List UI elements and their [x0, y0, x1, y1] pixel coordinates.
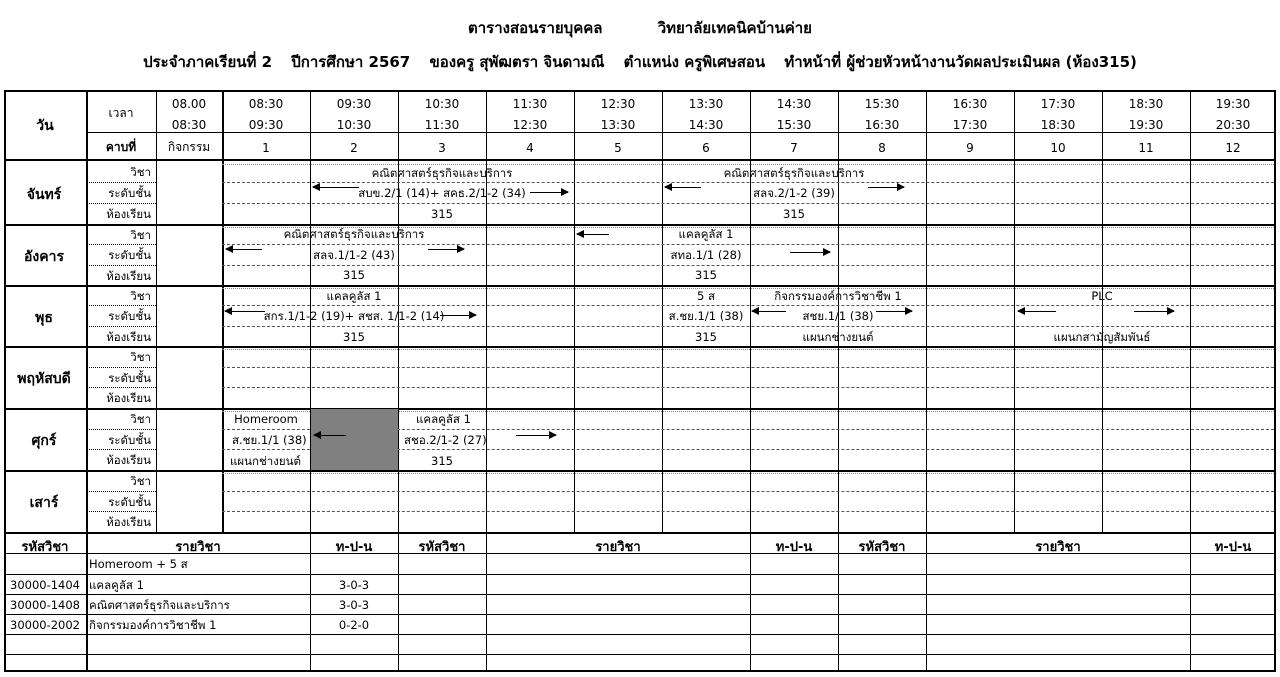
course-name: กิจกรรมองค์การวิชาชีพ 1	[89, 618, 217, 632]
col-name-3: รายวิชา	[1035, 540, 1081, 555]
sub-row-line	[222, 473, 1274, 474]
title-text: ตารางสอนรายบุคคล	[468, 19, 603, 37]
arrow-right-icon	[428, 249, 464, 250]
wed-d-room: แผนกสามัญสัมพันธ์	[1053, 330, 1151, 344]
wed-b-level: ส.ชย.1/1 (38)	[668, 309, 744, 323]
time-start: 09:30	[336, 97, 372, 111]
time-end: 09:30	[248, 118, 284, 132]
time-end: 17:30	[952, 118, 988, 132]
wed-d-subject: PLC	[1091, 289, 1113, 303]
sub-label: ห้องเรียน	[106, 330, 151, 344]
time-start: 12:30	[600, 97, 636, 111]
wed-c-level: สชย.1/1 (38)	[802, 309, 874, 323]
time-end: 15:30	[776, 118, 812, 132]
arrow-right-icon	[440, 315, 476, 316]
grid-row-line	[86, 132, 1274, 133]
course-name: Homeroom + 5 ส	[89, 557, 188, 571]
course-name: แคลคูลัส 1	[89, 578, 144, 592]
sub-row-line	[222, 367, 1274, 368]
time-label: เวลา	[108, 106, 134, 120]
arrow-right-icon	[1134, 311, 1174, 312]
period-number: 10	[1050, 141, 1066, 155]
mon-a-room: 315	[431, 207, 453, 221]
time-start: 18:30	[1128, 97, 1164, 111]
tue-a-subject: คณิตศาสตร์ธุรกิจและบริการ	[283, 227, 425, 241]
sub-row-line	[86, 491, 156, 492]
teacher-duty: ทำหน้าที่ ผู้ช่วยหัวหน้างานวัดผลประเมินผล (ห้อง315)	[784, 53, 1137, 71]
fri-b-room: 315	[431, 454, 453, 468]
fri-a-subject: Homeroom	[234, 412, 298, 426]
period-number: 4	[526, 141, 534, 155]
sub-row-line	[222, 349, 1274, 350]
col-code-1: รหัสวิชา	[21, 540, 69, 555]
sub-label: วิชา	[130, 474, 151, 488]
col-code-2: รหัสวิชา	[418, 540, 466, 555]
grid-column-line	[926, 92, 927, 532]
arrow-left-icon	[1018, 311, 1056, 312]
teacher-name: ของครู สุพัฒตรา จินดามณี	[429, 53, 605, 71]
sub-row-line	[222, 164, 1274, 165]
time-end: 19:30	[1128, 118, 1164, 132]
sub-label: ระดับชั้น	[108, 309, 151, 323]
sub-row-line	[86, 429, 156, 430]
time-end: 14:30	[688, 118, 724, 132]
blocked-cell	[311, 409, 398, 470]
arrow-left-icon	[314, 435, 346, 436]
teacher-position: ตำแหน่ง ครูพิเศษสอน	[623, 53, 766, 71]
sub-row-line	[222, 244, 1274, 245]
arrow-right-icon	[530, 192, 568, 193]
mon-b-level: สลจ.2/1-2 (39)	[753, 186, 835, 200]
grid-column-line	[1102, 92, 1103, 532]
grid-column-line	[486, 92, 487, 532]
sub-label: ระดับชั้น	[108, 495, 151, 509]
tue-a-level: สลจ.1/1-2 (43)	[313, 248, 395, 262]
arrow-right-icon	[790, 252, 830, 253]
period-label: คาบที่	[105, 140, 137, 154]
sub-label: วิชา	[130, 228, 151, 242]
time-end: 13:30	[600, 118, 636, 132]
grid-row-line	[4, 346, 1276, 348]
grid-row-line	[4, 408, 1276, 410]
sub-label: ห้องเรียน	[106, 269, 151, 283]
time-start: 19:30	[1215, 97, 1251, 111]
fri-b-level: สชอ.2/1-2 (27)	[404, 433, 487, 447]
col-name-2: รายวิชา	[595, 540, 641, 555]
time-start: 15:30	[864, 97, 900, 111]
grid-row-line	[4, 532, 1276, 534]
table-row-line	[4, 634, 1276, 635]
tue-b-room: 315	[695, 268, 717, 282]
period-number: 9	[966, 141, 974, 155]
tue-b-level: สทอ.1/1 (28)	[670, 248, 742, 262]
grid-column-line	[574, 92, 575, 532]
course-credit: 3-0-3	[338, 578, 370, 592]
document-subtitle	[0, 50, 1280, 74]
course-code: 30000-1408	[10, 598, 80, 612]
sub-row-line	[86, 182, 156, 183]
wed-b-room: 315	[695, 330, 717, 344]
period-number: 2	[350, 141, 358, 155]
mon-b-room: 315	[783, 207, 805, 221]
time-start: 16:30	[952, 97, 988, 111]
fri-b-subject: แคลคูลัส 1	[416, 412, 471, 426]
time-end: 12:30	[512, 118, 548, 132]
grid-column-line	[86, 92, 88, 532]
period-number: 5	[614, 141, 622, 155]
academic-year: ปีการศึกษา 2567	[291, 53, 411, 71]
course-name: คณิตศาสตร์ธุรกิจและบริการ	[89, 598, 230, 612]
sub-row-line	[222, 511, 1274, 512]
mon-a-level: สบข.2/1 (14)+ สคธ.2/1-2 (34)	[358, 186, 526, 200]
period-number: 8	[878, 141, 886, 155]
course-code: 30000-1404	[10, 578, 80, 592]
sub-row-line	[86, 203, 156, 204]
sub-row-line	[222, 326, 1274, 327]
day-label: พฤหัสบดี	[17, 371, 71, 387]
grid-column-line	[1014, 92, 1015, 532]
time-end: 16:30	[864, 118, 900, 132]
col-name-1: รายวิชา	[175, 540, 221, 555]
course-code: 30000-2002	[10, 618, 80, 632]
grid-row-line	[4, 285, 1276, 287]
col-credit-3: ท-ป-น	[1214, 540, 1252, 555]
document-title	[0, 16, 1280, 40]
wed-a-subject: แคลคูลัส 1	[326, 289, 382, 303]
col-credit-2: ท-ป-น	[775, 540, 813, 555]
arrow-right-icon	[516, 435, 556, 436]
time-start: 17:30	[1040, 97, 1076, 111]
table-row-line	[4, 654, 1276, 655]
day-label: ศุกร์	[31, 433, 57, 449]
tue-a-room: 315	[343, 268, 365, 282]
fri-a-level: ส.ชย.1/1 (38)	[232, 433, 307, 447]
college-name: วิทยาลัยเทคนิคบ้านค่าย	[657, 19, 812, 37]
sub-label: วิชา	[130, 165, 151, 179]
time-start: 13:30	[688, 97, 724, 111]
sub-row-line	[222, 387, 1274, 388]
table-row-line	[4, 594, 1276, 595]
arrow-right-icon	[868, 187, 904, 188]
grid-column-line	[156, 92, 157, 532]
sub-row-line	[86, 265, 156, 266]
sub-row-line	[222, 182, 1274, 183]
wed-c-subject: กิจกรรมองค์การวิชาชีพ 1	[774, 289, 902, 303]
day-label: พุธ	[35, 309, 53, 326]
sub-row-line	[222, 305, 1274, 306]
time-end: 20:30	[1215, 118, 1251, 132]
tue-b-subject: แคลคูลัส 1	[678, 227, 734, 241]
time-start: 14:30	[776, 97, 812, 111]
sub-label: วิชา	[130, 289, 151, 303]
period-number: 1	[262, 141, 270, 155]
grid-column-line	[1190, 92, 1191, 532]
wed-a-room: 315	[343, 330, 365, 344]
mon-b-subject: คณิตศาสตร์ธุรกิจและบริการ	[723, 166, 865, 180]
sub-label: วิชา	[130, 412, 151, 426]
sub-label: ระดับชั้น	[108, 371, 151, 385]
col-code-3: รหัสวิชา	[858, 540, 906, 555]
period-number: 11	[1138, 141, 1154, 155]
activity-label: กิจกรรม	[167, 140, 211, 154]
grid-row-line	[4, 470, 1276, 472]
grid-row-line	[4, 224, 1276, 226]
period-number: 7	[790, 141, 798, 155]
wed-a-level: สกร.1/1-2 (19)+ สชส. 1/1-2 (14)	[263, 309, 445, 323]
day-label: อังคาร	[24, 248, 64, 265]
course-credit: 0-2-0	[338, 618, 370, 632]
sub-row-line	[222, 265, 1274, 266]
col-credit-1: ท-ป-น	[335, 540, 373, 555]
time-end: 10:30	[336, 118, 372, 132]
day-label: เสาร์	[29, 495, 59, 511]
time-end: 08:30	[171, 118, 207, 132]
table-row-line	[4, 574, 1276, 575]
period-number: 3	[438, 141, 446, 155]
time-start: 08.00	[171, 97, 207, 111]
sub-row-line	[86, 326, 156, 327]
sub-label: ระดับชั้น	[108, 433, 151, 447]
wed-c-room: แผนกช่างยนต์	[802, 330, 874, 344]
sub-label: ห้องเรียน	[106, 515, 151, 529]
table-row-line	[4, 614, 1276, 615]
time-start: 08:30	[248, 97, 284, 111]
day-label: จันทร์	[26, 186, 62, 203]
sub-label: ระดับชั้น	[108, 186, 151, 200]
sub-label: วิชา	[130, 350, 151, 364]
grid-row-line	[4, 159, 1276, 161]
sub-label: ห้องเรียน	[106, 453, 151, 467]
sub-label: ห้องเรียน	[106, 391, 151, 405]
time-end: 11:30	[424, 118, 460, 132]
course-credit: 3-0-3	[338, 598, 370, 612]
arrow-right-icon	[876, 311, 912, 312]
sub-label: ระดับชั้น	[108, 248, 151, 262]
period-number: 6	[702, 141, 710, 155]
fri-a-room: แผนกช่างยนต์	[230, 454, 301, 468]
sub-label: ห้องเรียน	[106, 207, 151, 221]
sub-row-line	[86, 367, 156, 368]
semester: ประจำภาคเรียนที่ 2	[143, 53, 273, 71]
period-number: 12	[1225, 141, 1241, 155]
time-end: 18:30	[1040, 118, 1076, 132]
sub-row-line	[222, 491, 1274, 492]
day-header: วัน	[36, 118, 54, 134]
mon-a-subject: คณิตศาสตร์ธุรกิจและบริการ	[371, 166, 513, 180]
sub-row-line	[222, 203, 1274, 204]
time-start: 11:30	[512, 97, 548, 111]
wed-b-subject: 5 ส	[697, 289, 715, 303]
timetable-frame	[4, 90, 1276, 672]
time-start: 10:30	[424, 97, 460, 111]
